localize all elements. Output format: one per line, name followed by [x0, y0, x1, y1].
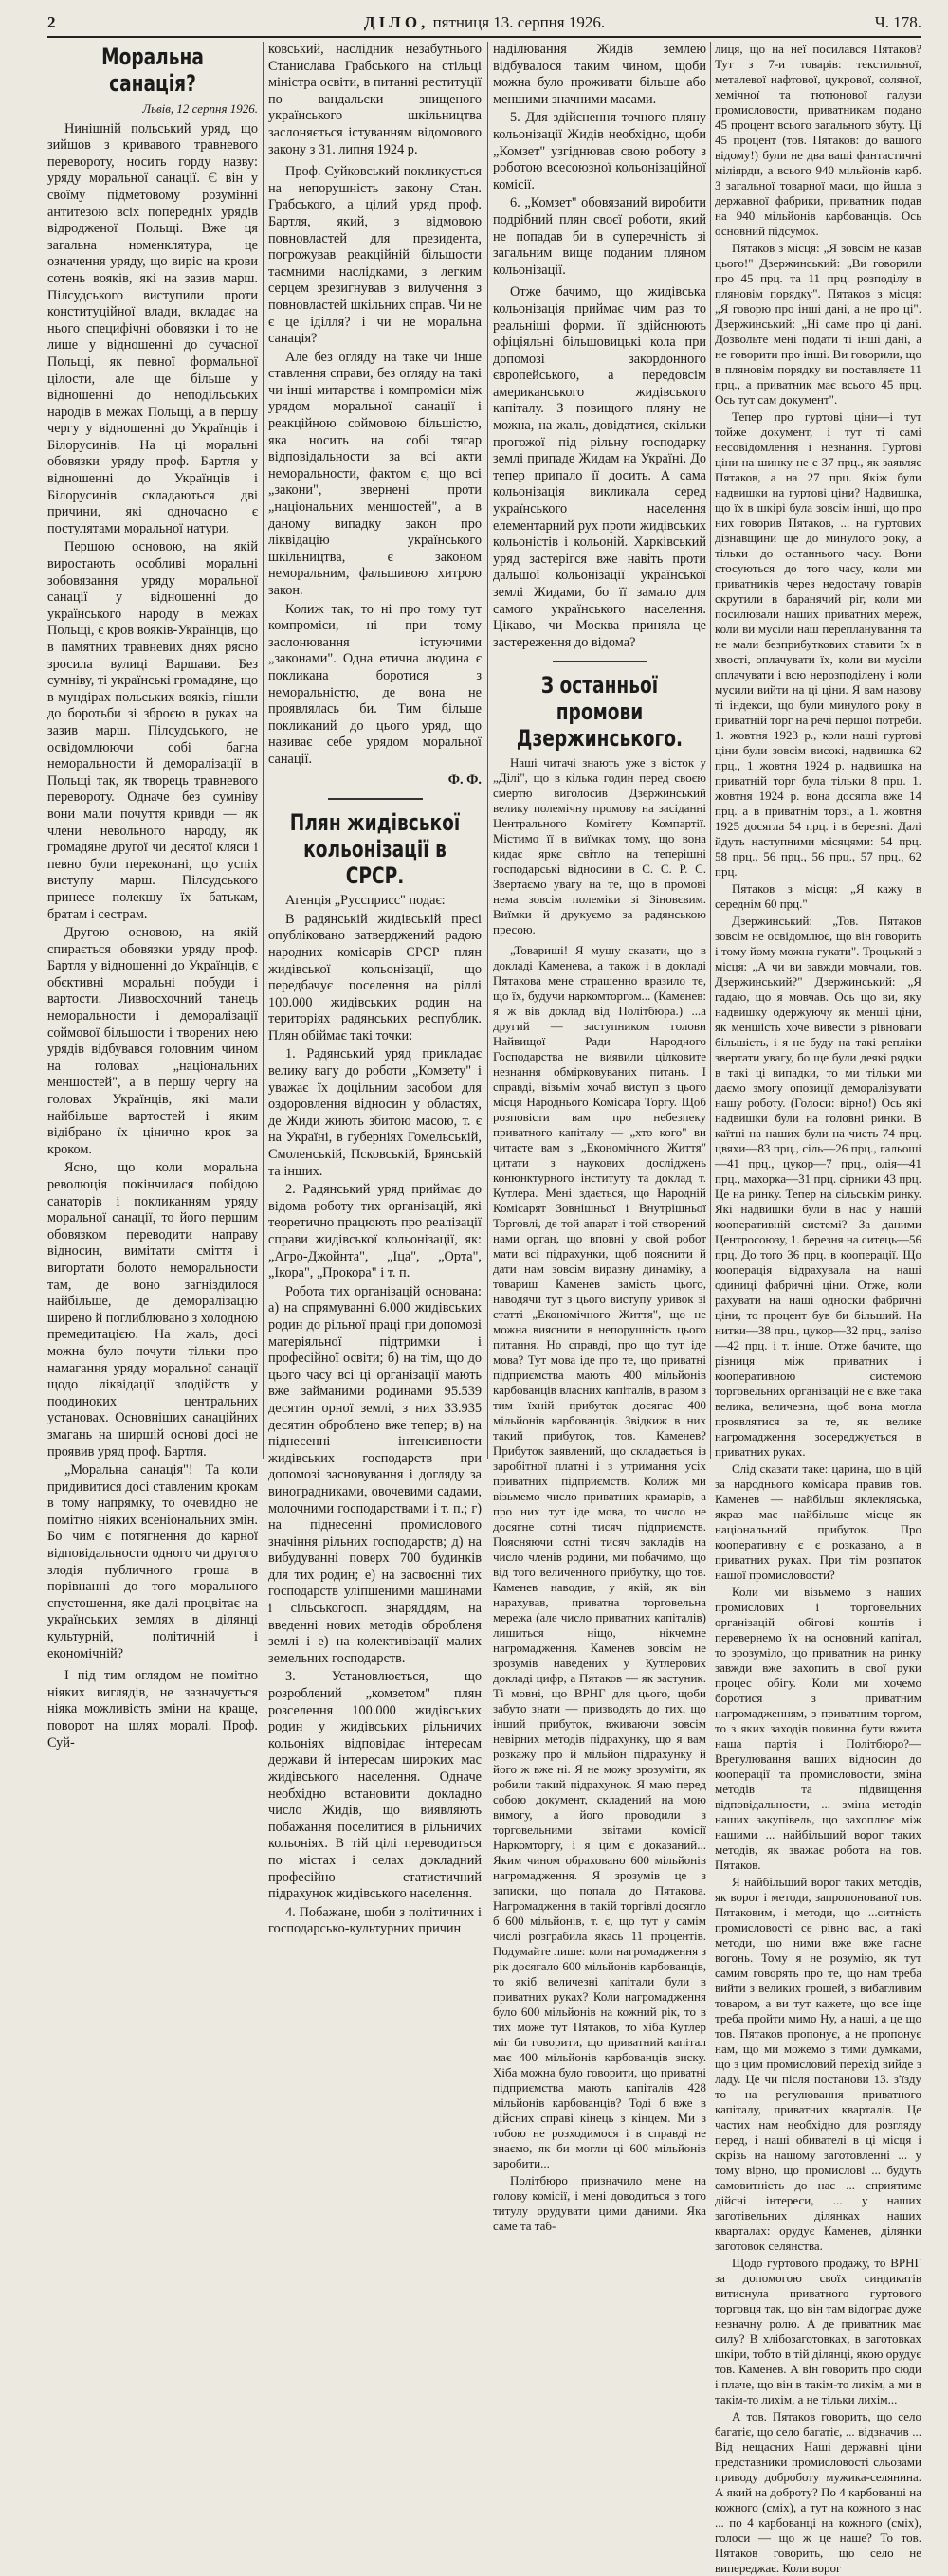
- article-signature: Ф. Ф.: [447, 771, 482, 788]
- article-paragraph: А тов. Пятаков говорить, що село багатіє, що село багатіє, ... відзначив ... Від нещасних Наші державні ціни представники промисловості сльозами приводу доброботу мужика-селянина. А який на доброту? По 4 карбованці на кожного (сміх), а тут на кожного з нас ... по 4 карбованці на кожного (сміх), голоси — що ж це наше? То тов. Пятаков говорить, що село не випереджає. Коли ворог: [715, 2409, 921, 2575]
- article-paragraph: Ясно, що коли моральна революція покінчилася побідою санаторів і покликанням уряду моральної санації, то його першим обовязком переводити направу відносин, вимітати сміття і вигортати болото неморальности там, де воно загніздилося найбільше, де деморалізацію ширено й поглиблювано з холодною премедитацією. На жаль, досі можна було почути тільки про намагання уряду моральної санації щодо ліквідації злодійств у поодиноких центральних установах. Основніших санаційних змагань на ширшій основі досі не проявив уряд проф. Бартля.: [47, 1160, 258, 1460]
- article-paragraph: Агенція „Руссприсс" подає:: [285, 893, 446, 909]
- article-paragraph: Пятаков з місця: „Я зовсім не казав цього!" Дзержинський: „Ви говорили про 45 прц. та 11 прц. розподілу в пляновім порядку". Пятаков з місця: „Я говорю про інші дані, а не про ці". Дзержинський: „Ні саме про ці дані. Дозвольте мені подати ті інші дані, а не говорити про інші. Ви говорили, що в пляновім порядку ви поставляєте 11 прц., а приватник має всього 45 прц. Ось тут сам документ".: [715, 241, 921, 407]
- article-paragraph: Політбюро призначило мене на голову комісії, і мені доводиться з того титулу орудувати цими даними. Яка саме та таб-: [493, 2173, 706, 2234]
- article-paragraph: 2. Радянський уряд приймає до відома роботу тих організацій, які теоретично працюють про реалізації справи жидівської кольонізації, як: „Агро-Джойнта", „Іца", „Орта", „Ікора", „Прокора" і т. п.: [268, 1182, 482, 1281]
- article-headline: З останньої промови Дзержинського.: [516, 672, 684, 753]
- article-paragraph: 1. Радянський уряд прикладає велику вагу до роботи „Комзету" і уважає їх доцільним засобом для оздоровлення відносин у областях, де Жиди жиють збитою масою, т. є на Україні, в губерніях Гомельській, Смоленській, Псковській, Брянській та інших.: [268, 1046, 482, 1179]
- article-paragraph: Я найбільший ворог таких методів, як ворог і методи, запропонованої тов. Пятаковим, і методи, що ...ситність промисловості се рівно вас, а такі методи, що ними вже вже гасне вогонь. Тому я не розумію, як тут самим говорять про те, що нам треба вийти з великих грошей, з вибагливим товаром, а ви тут кажете, що все іще треба пройти мимо Ну, а наші, а це що тов. Пятаков пропонує, а не пропонує нам, що ми можемо з тими думками, що з цим промисловий перехід вийде з ладу. Це чи після постанови 13. з'їзду то на регулювання приватного капіталу, приватних кварталів. Це частих нам необхідно для розгляду перед, і наші обивателі в ці місця і скрізь на нашому заготовленні ... у тому вірно, що промислові ... будуть самовитність до нас ... сприятиме дійсні інтереси, ... у наших заготівельних ділянках наших кварталах: орудує Каменев, ділянки заготовок селянства.: [715, 1875, 921, 2253]
- issue-number: Ч. 178.: [874, 13, 921, 31]
- paper-title: ДІЛО,: [363, 13, 429, 31]
- article-paragraph: В радянській жидівській пресі опубліковано затверджений радою народних комісарів СРСР плян жидівської кольонізації, що передбачує поселення на ріллі 100.000 жидівських родин на територіях радянських республик. Плян обіймає такі точки:: [268, 911, 482, 1043]
- article-paragraph: Робота тих організацій основана: а) на спрямуванні 6.000 жидівських родин до рільної праці при допомозі матеріяльної підтримки і професійної освіти; б) на тім, що до цього часу всі ці організації мають вже займаними родинами 95.539 десятин орної землі, з них 33.935 десятин оброблено вже тепер; в) на піднесенні інтенсивности жидівських господарств при допомозі засновування і догляду за виноградниками, овочевими садами, молочними господарствами і т. п.; г) на піднесенні промислового значіння рільних господарств; д) на вибудуванні поверх 700 будинків для тих родин; е) на засвоєнні тих господарств уліпшеними машинами і сільськогосп. знаряддям, на введенні нових методів обробленя землі і е) на колективізації малих земельних господарств.: [268, 1283, 482, 1666]
- article-paragraph: Другою основою, на якій спирається обовязки уряду проф. Бартля у відношенні до Українців, є обєктивні моральні побуди і вартости. Ливвосхочний танець неморальности і деморалізації соймової більшости і творених нею урядів відбувався головним чином на головах „національних меншостей", а в першу чергу на головах Українців, які мали найбільше вартостей і яким відібрано їх цінично крок за кроком.: [47, 925, 258, 1157]
- column-rule: [710, 42, 711, 1459]
- section-divider: [328, 798, 423, 800]
- article-paragraph: „Моральна санація"! Та коли придивитися досі ставленим крокам в тому напрямку, то очевидно не помітно ніяких всеніональних змін. Бо чим є потягнення до карної відповідальности одного чи другого злодія публичного гроша в порівнанні до того морального спустошення, яке далі процвітає на українських землях в ділянці культурній, політичній і економічній?: [47, 1462, 258, 1661]
- column-rule: [263, 42, 264, 1459]
- article-paragraph: 4. Побажане, щоби з політичних і господарсько-культурних причин: [268, 1904, 482, 1937]
- article-headline: Моральна санація?: [101, 44, 204, 97]
- article-paragraph: Коли ми візьмемо з наших промислових і торговельних організацій обігові коштів і перевернемо їх на основний капітал, то зрозуміло, що приватник на ринку завжди вже захопить в свої руки процес обігу. Коли ми хочемо боротися з приватним нагромадженням, з приватним торгом, то з яких заходів повинна бути вжита наша партія і Політбюро?—Врегулювання ваших відносин до кооперації та промисловости, зміна методів та підвищення відповідальности, ... зміна методів наших закупівель, що захоплює між нашими ... найбільший ворог таких методів, як зважає робота на тов. Пятаков.: [715, 1585, 921, 1872]
- article-paragraph: Щодо гуртового продажу, то ВРНГ за допомогою своїх синдикатів витиснула приватного гуртового торговця так, що він там відограє дуже незначну ролю. А де приватник має силу? В хлібозаготовках, в заготовках шкіри, тобто в тій ділянці, якою орудує тов. Каменев. А він говорить про сюди і плаче, що він в такім-то лихім, а ми в такім-то лихім, а не тільки лихім...: [715, 2256, 921, 2406]
- masthead-center: [47, 13, 921, 32]
- article-headline: Плян жидівської кольонізації в СРСР.: [289, 809, 461, 890]
- page-number: 2: [47, 13, 56, 31]
- column-2: [268, 42, 482, 1937]
- article-paragraph: „Товариші! Я мушу сказати, що в докладі Каменева, а також і в докладі Пятакова мене страшенно вразило те, що їх, будучи наркомторгом... (Каменев: я ж вів доклад від Політбюра.) ...а другий — заступником голови Найвищої Ради Народного Господарства не виявили цілковите незнання обмірковуваних питань. І справді, візьмім хочаб виступ з цього місця Народнього Комісара Торгу. Щоб розповісти вам про небезпеку приватного капіталу — „хто кого" ви читаєте вам з „Економічного Життя" цитати з наукових досліджень конюнктурного інституту та доклад т. Кутлера. Мені здається, що Народній Комісарят Зовнішньої і Внутрішньої Торговлі, де той апарат і той створений нами орган, що вповні у свой робот мати всі підрахунки, щоб пояснити й дати нам зовсім виразну динаміку, а товариш Каменев замість цього, наводячи тут з цього виступу уривок зі статті „Економічного Життя", що не можна вияснити в непорушність цього питання. Но справді, про що тут іде мова? Тут мова іде про те, що приватні підприємства мають 400 мільйонів карбованців власних капіталів, в разом з тим їхній прибуток досягає 400 мільйонів карбованців. Звідкиж в них такий прибуток, тов. Каменев? Прибуток заявлений, що складається із заробітної платні і з утримання усіх приватних підприємств. Колиж ми візьмемо число приватних крамарів, а про них тут іде мова, то число не досягне сотні тисяч підприємств. Поясняючи сотні тисяч закладів на число членів родини, ми побачимо, що від того величенного прибутку, що тов. Каменев наводив, у якій, як він нарахував, приватна торговельна мережа (але число приватних капіталів) лишиться ніщо, нікчемне нагромадження. Каменев зовсім не зрозумів наведених у Кутлерових докладі цифр, а Пятаков — як застуник. Ті мовні, що ВРНГ для цього, щоби забуто знати — призводять до тих, що інший прибуток, вживаючи зовсім невірних методів підрахунку, що я вам розкажу про й мільйон підрахунку й його ж вже ні. Я не можу зрозуміти, як робили такий підрахунок. Я маю перед собою документ, складений на мою вимогу, а його проводили з торговельними звітами комісії Наркомторгу, і я цим є доказаний... Яким чином обраховано 600 мільйонів нагромадження. Я зрозумів це з записки, що попала до Пятакова. Нагромадження в такій торгівлі досягло б 600 мільйонів, т. є, що тут у самім числі розграбила якась 11 процентів. Подумайте лише: коли нагромадження з рік досягало 600 мільйонів карбованців, то якіб величезні капітали були в приватних руках? Коли нагромадження було 600 мільйонів на кожний рік, то в тих може тут Пятаков, то хіба Кутлер міг би говорити, що приватний капітал має 400 мільйонів карбованців зиску. Хіба можна було говорити, що приватні підприємства мають капіталів 428 мільйонів карбованців? Тоді б вже в дійсних справі кінець з кінцем. Ми з тобою не розходимося і в справді не знаємо, як би могли ці 600 мільйонів заробити...: [493, 943, 706, 2171]
- article-paragraph: Проф. Суйковський покликується на непорушність закону Стан. Грабського, а цілий уряд проф. Бартля, який, з відмовою повновластей для президента, погрожував реакційній більшости таємними наслідками, з легким серцем зрезигнував з вилучення з повновластей шкільних справ. Чи не є це іділля? і чи не моральна санація?: [268, 164, 482, 347]
- article-paragraph: Але без огляду на таке чи інше ставлення справи, без огляду на такі чи інші митарства і компроміси між урядом моральної санації і реакційною соймовою більшістю, яка носить на собі тягар відповідальности за всі акти неморальности, фактом є, що всі „закони", звернені проти „національних меншостей", а в даному випадку закон про ліквідацію українського шкільництва, є законом неморальним, фальшивою хитрою закон.: [268, 349, 482, 598]
- column-4: [715, 42, 921, 2575]
- article-paragraph: 5. Для здійснення точного пляну кольонізації Жидів необхідно, щоби „Комзет" узгіднював свою роботу з роботою всесоюзної кольонізаційної комісії.: [493, 110, 706, 192]
- column-3: [493, 42, 706, 2234]
- column-1: [47, 42, 258, 1751]
- section-divider: [553, 661, 647, 662]
- article-intro: Наші читачі знають уже з вісток у „Ділі", що в кілька годин перед своєю смертю виголосив Дзержинський велику полемічну промову на засіданні Центрального Комітету Компартії. Містимо її в виїмках тому, що вона кидає яркє світло на теперішні господарські відносини в С. С. Р. С. Звертаємо увагу на те, що в промові нема зовсім полеміки зі Зіновєвим. Виїмки й друкуємо за радянською пресою.: [493, 755, 706, 937]
- article-paragraph: Слід сказати таке: царина, що в цій за народнього комісара правив тов. Каменев — найбільш яклекляська, якраз має найбільше місце як національний прибуток. Про кооперативну є є розказано, а в приватних руках. При тім розпаток нашої промисловости?: [715, 1461, 921, 1582]
- issue-date: пятниця 13. серпня 1926.: [432, 13, 606, 31]
- article-paragraph: Пятаков з місця: „Я кажу в середнім 60 прц.": [715, 881, 921, 911]
- masthead: [47, 9, 921, 38]
- article-paragraph: І під тим оглядом не помітно ніяких виглядів, не зазначується ніяка можливість зміни на краще, поворот на шлях моралі. Проф. Суй-: [47, 1668, 258, 1751]
- article-paragraph: 3. Установлюється, що розроблений „комзетом" плян розселення 100.000 жидівських родин у жидівських рільничих кольоніях відповідає інтересам держави й інтересам широких мас жидівського населення. Одначе необхідно встановити докладно число Жидів, що виявляють побажання поселитися в рільничих кольоніях. В тій цілі переводиться по містах і селах докладний професійно статистичний підрахунок жидівського населення.: [268, 1669, 482, 1902]
- article-dateline: Львів, 12 серпня 1926.: [142, 101, 258, 116]
- article-paragraph: Першою основою, на якій виростають особливі моральні зобовязання уряду моральної санації у відношенні до українського народу в межах Польщі, є кров вояків-Українців, що в памятних травневих днях рясно зросила вулиці Варшави. Без сумніву, ті українські громадяне, що в мундірах польських вояків, пішли до боротьби зі зброєю в руках на зазив марш. Пілсудського, не освідомлюючи собі багна неморальности й деморалізації в Польщі так, як творець травневого перевороту. Одначе без сумніву вони мали почуття кривди — як члени невольного народу, як громадяне другої чи десятої кляси і певно були переконані, що успіх виступу марш. Пілсудського принесе полекшу їх батькам, братам і сестрам.: [47, 539, 258, 922]
- article-paragraph: наділювання Жидів землею відбувалося таким чином, щоби можна було проживати більше або меншими значними масами.: [493, 42, 706, 107]
- article-paragraph: Отже бачимо, що жидівська кольонізація приймає чим раз то реальніші форми. її здійснюють офіціяльні більшовицькі кола при допомозі закордонного європейського, а передовсім американського жидівського капіталу. З повищого пляну не можна, на жаль, довідатися, скільки прогожої під рільну господарку землі припаде Жидам на Україні. До тепер припало її досить. А сама кольонізація викликала серед українського населення елементарний рух проти жидівських кольоністів і кольоній. Харківський уряд застерігся вже навіть проти дальшої кольонізації української землі Жидами, бо її замало для самого українського населення. Цікаво, чи Москва приняла це застереження до відома?: [493, 284, 706, 650]
- article-paragraph: Дзержинський: „Тов. Пятаков зовсім не освідомлює, що він говорить і тому йому можна гукати". Троцький з місця: „А чи ви завжди мовчали, тов. Дзержинський?" Дзержинський: „Я гадаю, що я мовчав. Ось що ви, яку надвишку одержуючу як менші ціни, як меншість хоче вивести з рівноваги більшість, і я не буду на такі репліки звертати увагу, бо ще були деякі рядки в такі ці випадки, то ми тільки ми даємо змогу опозиції деморалізувати нашу роботу. (Голоси: вірно!) Ось які надвишки були на головні ринки. В каїтні на наших були на чисть 74 прц. цвяхи—83 прц., сіль—26 прц., гальоші—41 прц., цукор—7 прц., олія—41 прц., махорка—31 прц. сірники 43 прц. Це на ринку. Тепер на сільськім ринку. Які надвишки були в нас у нашій кооперативній системі? За даними Центросоюзу, 1. березня на ситець—56 прц. До того 36 прц. в кооперації. Що кооперація відрахувала на наші одиниці фабричні ціни. Отже, коли рахувати на наші односки фабричні ціни, то процент був би більший. На нитки—38 прц., цукор—32 прц., залізо—42 прц. і т. інше. Отже бачите, що різниця між приватних і кооперативною системою торговельних організацій не є вже така велика, величезна, щоб вона могла проявлятися за те, як велике нагромадження зосереджується в приватних руках.: [715, 914, 921, 1459]
- article-paragraph: Колиж так, то ні про тому тут компроміси, ні при тому заслонювання істуючими „законами". Одна етична людина є покликана боротися з неморальністю, де вона не проявлялась би. Тим більше покликаний до цього уряд, що називає себе урядом моральної санації.: [268, 601, 482, 767]
- column-rule: [487, 42, 488, 1459]
- article-paragraph: ковський, наслідник незабутнього Станислава Грабського на стільці міністра освіти, в питанні реституції по вандальски знищеного українського шкільництва заслоняється істуванням відомового закону з 31. липня 1924 р.: [268, 42, 482, 157]
- article-paragraph: лиця, що на неї посилався Пятаков? Тут з 7-и товарів: текстильної, металевої нафтової, цукрової, соляної, хемічної та тютюнової галузи промисловости, приватникам подано 45 процент всього загального збуту. Ці 45 процент (тов. Пятаков: до вашого відому!) були не два ваші фантастичні міліярди, а всього 940 мільйонів карб. З загальної товарної маси, що йшла з державної фабрики, приватник подав на 940 мільйонів карбованців. Ось основний підсумок.: [715, 42, 921, 238]
- article-paragraph: 6. „Комзет" обовязаний виробити подрібний плян своєї роботи, який не попадав би в суперечність зі загальним вище поданим пляном кольонізації.: [493, 195, 706, 278]
- article-paragraph: Нинішній польський уряд, що зийшов з кривавого травневого перевороту, носить горду назву: уряду моральної санації. Є він у своїму підметовому розумінні антитезою всіх попередніх урядів відродженої Польщі. Вже ця загальна номенклятура, це означення уряду, що виріс на крови сотень вояків, які на зазив марш. Пілсудського виступили проти конституційної влади, вкладає на нього специфічні обовязки і то не лише у відношенні до сучасної Польщі, як певної формальної цілости, але ще більше у відношенні до неподільських народів в межах Польщі, а в першу чергу у відношенні до Українців і Білорусинів. На ці моральні обовязки уряду проф. Бартля у відношенні до Українців і Білорусинів складаються дві причини, які одночасно є постулятами моральної натури.: [47, 120, 258, 536]
- article-paragraph: Тепер про гуртові ціни—і тут тойже документ, і тут ті самі несовідомлення і незнання. Гуртові ціни на шинку не є 37 прц., як заявляє Пятаков, а на 27 прц. Якіж були надвишки на гуртові ціни? Надвишка, що їх в шкірі була зовсім інші, що про них говорив Пятаков, ... на гуртових дізнавщини ще до минулого року, а тільки до останнього часу. Вони стосуються до того часу, коли ми приватників через недостачу товарів скрутили в баранячий ріг, коли ми посилювали наших приватних мереж, коли ви мусіли наш перепланування та не мали безприбуткових ставити їх в хвості, оплачувати їх, коли ви мусіли оплачувати і всю нерозподілену і коли мусили вийти на ці ціни. Я вам назову ті індекси, що були минулого року в приватній торг на речі першої потреби. 1. жовтня 1923 р., коли наші гуртові ціни були зовсім високі, надвишка 62 прц., 1 жовтня 1924 р. надвишка на приватній торг була тільки 8 прц. 1. жовтня 1924 р. вона досягла вже 14 прц. а в приватнім торзі, а 1. жовтня 1925 досягла 54 прц. і в березні. Далі йдуть наступними місяцями: 54 прц. 58 прц., 56 прц., 56 прц., 57 прц., 62 прц.: [715, 409, 921, 879]
